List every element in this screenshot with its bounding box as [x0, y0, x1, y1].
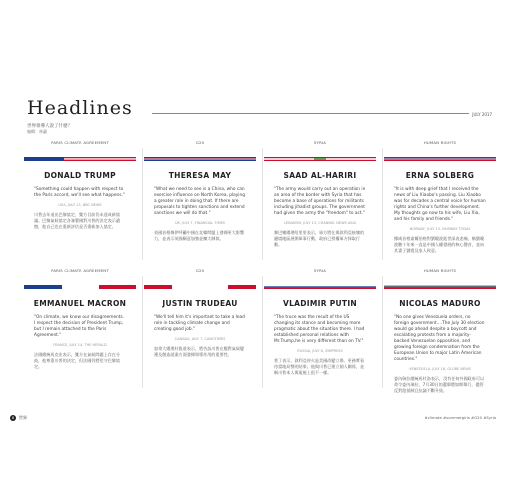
quote-source: FRANCE, JULY 14, THE HERALD — [53, 343, 107, 347]
leader-name: VLADIMIR PUTIN — [282, 299, 357, 308]
page-number: 8 — [11, 416, 15, 420]
leader-name: ERNA SOLBERG — [405, 171, 475, 180]
leader-name: NICOLAS MADURO — [399, 299, 481, 308]
issue-date: JULY 2017 — [469, 112, 492, 117]
leader-name: SAAD AL-HARIRI — [283, 171, 357, 180]
quotes-grid — [24, 140, 496, 396]
chinese-summary: 挪威首相索爾伯格對劉曉波逝世深表悲痛，稱劉曉波數十年來一直是中國人權發展的核心聲音，並向其妻子劉霞及家人致意。 — [394, 236, 485, 253]
quote-card-solberg — [384, 140, 496, 268]
editor-credit: 編輯：林蕙 — [27, 129, 47, 134]
card-category: G20 — [195, 140, 205, 145]
quote-card-may — [144, 140, 256, 268]
leader-quote: "What we need to see is a China, who can exercise influence on North Korea, playing a greater role in doing that. If there are proposals to tighten sanctions and extend sanctions we will do that." — [154, 187, 245, 216]
chinese-summary: 加拿大總理杜魯道表示，將告訴川普在應對氣候變遷及創造就業方面發揮領導作用的重要性。 — [154, 346, 245, 357]
leader-quote: "We'll tell him it's important to take a lead role in tackling climate change and creating good job." — [154, 315, 245, 332]
masthead — [27, 97, 492, 134]
leader-name: JUSTIN TRUDEAU — [162, 299, 238, 308]
quote-source: VENEZUELA, JULY 18, GLOBE NEWS — [409, 367, 471, 371]
quote-source: CANADA, JULY 7, CANOTIMES — [174, 337, 226, 341]
quotes-row-1 — [24, 140, 496, 268]
chinese-summary: 委內瑞拉總統馬杜洛表示，沒有任何外國政府可以命令委內瑞拉，7月30日的選舉將如期舉行，儘管反對派抵制且抗議不斷升級。 — [394, 376, 485, 393]
quotes-row-2 — [24, 268, 496, 396]
page-title: Headlines — [27, 97, 133, 119]
leader-quote: "It is with deep grief that I received the news of Liu Xiaobo's passing. Liu Xiaobo was for decades a central voice for human rights and China's further development. My thoughts go now to his wife, Liu Xia, and his family and friends." — [394, 187, 486, 222]
venezuela-flag-stripe — [384, 285, 496, 289]
chinese-summary: 川普去年退出巴黎協定，雙方目前仍未達成新協議。巴黎氣候協定各簽署國對川普的決定表示遺憾，他自己也在重新評估是否重新加入協定。 — [34, 212, 120, 229]
leader-quote: "The army would carry out an operation in an area of the border with Syria that has become a base of operations for militants including jihadist groups. The government had given the army the "freedom" to act." — [274, 187, 366, 216]
column-divider — [142, 148, 143, 260]
leader-name: EMMANUEL MACRON — [33, 299, 127, 308]
column-divider — [382, 148, 383, 260]
quote-card-putin — [264, 268, 376, 396]
russia-flag-stripe — [264, 285, 376, 289]
section-label: 世界 — [19, 415, 27, 420]
page-footer-left — [10, 415, 27, 421]
leader-quote: "On climate, we know our disagreements. I respect the decision of President Trump, but I remain attached to the Paris Agreement." — [34, 315, 125, 338]
footer-hashtags: #climate #summergirls #G20 #Syria — [424, 415, 496, 420]
card-category: PARIS CLIMATE AGREEMENT — [51, 268, 109, 273]
canada-flag-stripe — [144, 285, 256, 289]
norway-flag-stripe — [384, 157, 496, 161]
leader-name: THERESA MAY — [168, 171, 232, 180]
quote-source: NORWAY, JULY 13, NORWAY TODAY — [409, 227, 471, 231]
page-subtitle: 世界領導人說了什麼？ — [27, 124, 72, 129]
card-category: PARIS CLIMATE AGREEMENT — [51, 140, 109, 145]
leader-quote: "The truce was the result of the US changing its stance and becoming more pragmatic about the situation there. I had established personal relations with Mr.Trump,he is very different than on TV." — [274, 315, 365, 344]
usa-flag-stripe — [24, 157, 136, 161]
quote-card-hariri — [264, 140, 376, 268]
leader-name: DONALD TRUMP — [44, 171, 116, 180]
uk-flag-stripe — [144, 157, 256, 161]
title-rule — [152, 113, 492, 114]
quote-card-trump — [24, 140, 136, 268]
card-category: SYRIA — [313, 140, 327, 145]
lebanon-flag-stripe — [264, 157, 376, 161]
quote-card-maduro — [384, 268, 496, 396]
chinese-summary: 黎巴嫩總理哈里里表示，軍方將在與敘利亞接壤的邊境地區展開軍事行動，政府已授權軍方採取行動。 — [274, 230, 365, 247]
column-divider — [262, 276, 263, 388]
card-category: G20 — [195, 268, 205, 273]
quote-source: RUSSIA, JULY 8, ZIMPRESS — [297, 349, 343, 353]
quote-source: LEBANON, JULY 13, CHANNEL NEWS ASIA — [284, 221, 356, 225]
card-category: HUMAN RIGHTS — [423, 268, 457, 273]
quote-card-macron — [24, 268, 136, 396]
card-category: HUMAN RIGHTS — [423, 140, 457, 145]
france-flag-stripe — [24, 285, 136, 289]
column-divider — [262, 148, 263, 260]
column-divider — [142, 276, 143, 388]
leader-quote: "No one gives Venezuela orders, no foreign government....The July 30 election would go ahead despite a boycott and escalating protests from a majority-backed Venezuelan opposition, and growing foreign condemnation from the European Union to major Latin American countries." — [394, 315, 485, 362]
quote-source: UK, JULY 7, FINANCIAL TIMES — [174, 221, 226, 225]
leader-quote: "Something could happen with respect to the Paris accord, we'll see what happens." — [34, 187, 125, 198]
quote-card-trudeau — [144, 268, 256, 396]
chinese-summary: 英國首相梅伊呼籲中國在北韓問題上發揮更大影響力，並表示英國願意加強並擴大制裁。 — [154, 230, 245, 241]
column-divider — [382, 276, 383, 388]
card-category: SYRIA — [313, 268, 327, 273]
quote-source: USA, JULY 13, BBC NEWS — [58, 203, 102, 207]
chinese-summary: 法國總統馬克宏表示，雙方在氣候問題上存在分歧，他尊重川普的決定，但法國仍將堅守巴黎協定。 — [34, 352, 120, 369]
chinese-summary: 普丁表示，敘利亞停火是美國改變立場、更務實看待當地局勢的結果。他與川普已建立個人關係，並稱川普本人與電視上很不一樣。 — [274, 358, 365, 375]
